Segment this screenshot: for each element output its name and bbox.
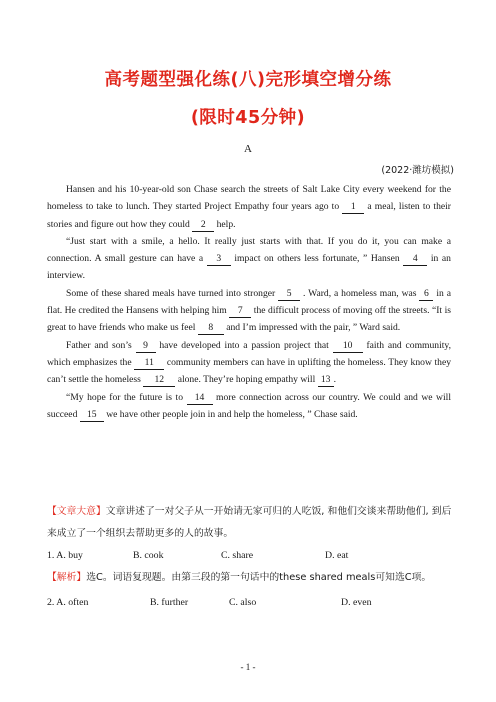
blank-7[interactable]: 7 — [229, 305, 251, 318]
text-segment: alone. They’re hoping empathy will — [177, 374, 316, 386]
section-label: A — [244, 143, 252, 155]
analysis-tag: 【解析】 — [47, 572, 87, 583]
cloze-passage — [47, 181, 451, 423]
blank-9[interactable]: 9 — [136, 340, 156, 353]
summary-text: 文章讲述了一对父子从一开始请无家可归的人吃饭, 和他们交谈来帮助他们, 到后来成立了一个组织去帮助更多的人的故事。 — [47, 506, 452, 539]
paragraph-3 — [47, 285, 451, 337]
question-2-option-b[interactable]: B. further — [150, 597, 189, 608]
text-segment: “My hope for the future is to — [66, 391, 184, 403]
blank-12[interactable]: 12 — [143, 374, 175, 387]
blank-11[interactable]: 11 — [134, 357, 164, 370]
text-segment: Some of these shared meals have turned into stronger — [66, 287, 276, 299]
paragraph-1 — [47, 181, 451, 233]
question-number: 2. — [47, 597, 55, 608]
text-segment: “Just start with a smile, a hello. It really just starts with that. If you do it, you can make a connection. A small gesture can have a — [47, 235, 451, 265]
summary-tag: 【文章大意】 — [47, 506, 106, 517]
page-title: 高考题型强化练(八)完形填空增分练 — [104, 70, 392, 90]
source-label: (2022·潍坊模拟) — [381, 165, 454, 176]
text-segment: . — [333, 374, 337, 386]
question-2-option-a[interactable] — [47, 597, 150, 608]
text-segment: have developed into a passion project that — [159, 339, 329, 351]
time-limit-subtitle: (限时45分钟) — [190, 108, 306, 128]
blank-6[interactable]: 6 — [419, 288, 433, 301]
question-1-option-a[interactable] — [47, 550, 133, 561]
text-segment: . Ward, a homeless man, was — [303, 287, 417, 299]
summary-block — [47, 501, 455, 545]
blank-5[interactable]: 5 — [278, 288, 300, 301]
text-segment: more connection across our country. We could and we will succeed — [47, 391, 451, 420]
page-number: - 1 - — [240, 662, 256, 672]
text-segment: the difficult process of moving off the streets. “It is great to have friends who make us feel — [47, 305, 452, 334]
text-segment: help. — [216, 218, 236, 230]
text-segment: Hansen and his 10-year-old son Chase search the streets of Salt Lake City every weekend for the homeless to take to lunch. They started Project Empathy four years ago to — [47, 184, 451, 213]
paragraph-2 — [47, 233, 451, 285]
text-segment: we have other people join in and help the homeless, ” Chase said. — [106, 408, 358, 420]
text-segment: faith and community, which emphasizes the — [47, 339, 451, 368]
question-1-option-c[interactable]: C. share — [221, 550, 254, 561]
question-2-option-c[interactable]: C. also — [229, 597, 257, 608]
blank-4[interactable]: 4 — [403, 253, 427, 266]
blank-13[interactable]: 13 — [318, 374, 334, 387]
analysis-text: 选C。词语复现题。由第三段的第一句话中的these shared meals可知选C项。 — [86, 572, 432, 583]
text-segment: community members can have in uplifting the homeless. They know they can’t settle the homeless — [47, 356, 452, 386]
question-2-option-d[interactable]: D. even — [341, 597, 372, 608]
text-segment: in an interview. — [47, 253, 451, 282]
blank-10[interactable]: 10 — [333, 340, 363, 353]
blank-3[interactable]: 3 — [207, 253, 231, 266]
blank-1[interactable]: 1 — [342, 201, 364, 214]
paragraph-5 — [47, 389, 451, 424]
question-1-option-d[interactable]: D. eat — [325, 550, 349, 561]
blank-15[interactable]: 15 — [80, 409, 104, 422]
option-label: A. often — [56, 597, 89, 608]
text-segment: and I’m impressed with the pair, ” Ward said. — [226, 322, 401, 334]
text-segment: in a flat. He credited the Hansens with helping him — [47, 287, 451, 317]
text-segment: impact on others less fortunate, ” Hansen — [234, 253, 400, 265]
blank-8[interactable]: 8 — [198, 322, 224, 335]
question-2 — [47, 597, 371, 608]
question-number: 1. — [47, 550, 55, 561]
analysis-block — [47, 567, 455, 589]
option-label: A. buy — [56, 550, 83, 561]
paragraph-4 — [47, 337, 451, 389]
blank-14[interactable]: 14 — [187, 392, 213, 405]
blank-2[interactable]: 2 — [192, 219, 214, 232]
text-segment: Father and son’s — [66, 339, 132, 351]
question-1 — [47, 550, 348, 561]
question-1-option-b[interactable]: B. cook — [133, 550, 164, 561]
text-segment: a meal, listen to their stories and figure out how they could — [47, 201, 451, 230]
